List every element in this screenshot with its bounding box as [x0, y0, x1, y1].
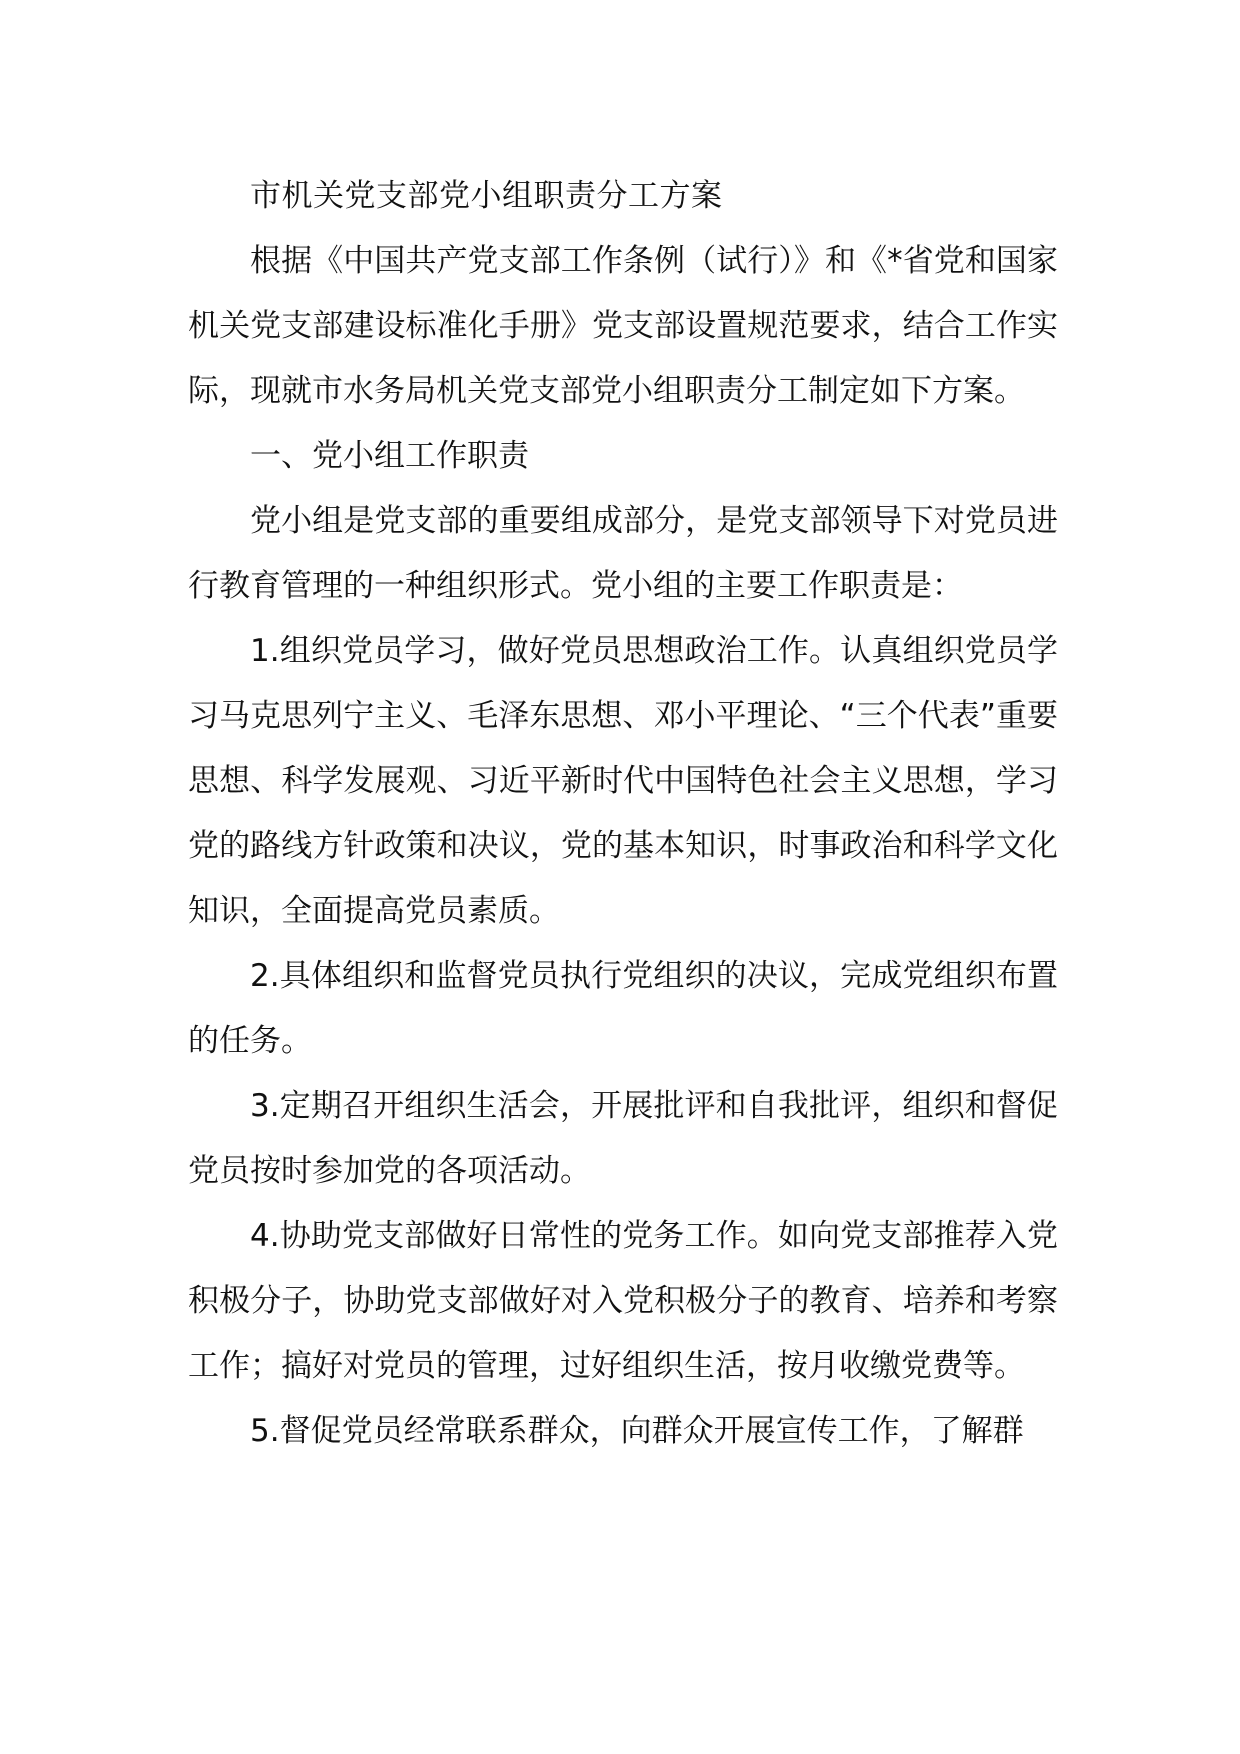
- intro-paragraph: 根据《中国共产党支部工作条例（试行）》和《*省党和国家机关党支部建设标准化手册》党支部设置规范要求，结合工作实际，现就市水务局机关党支部党小组职责分工制定如下方案。: [188, 243, 1058, 409]
- document-title: 市机关党支部党小组职责分工方案: [250, 178, 723, 214]
- duty-item-2: 2.具体组织和监督党员执行党组织的决议，完成党组织布置的任务。: [188, 958, 1058, 1059]
- section-heading: 一、党小组工作职责: [250, 438, 529, 474]
- duty-item-1: 1.组织党员学习，做好党员思想政治工作。认真组织党员学习马克思列宁主义、毛泽东思想、邓小平理论、“三个代表”重要思想、科学发展观、习近平新时代中国特色社会主义思想，学习党的路线方针政策和决议，党的基本知识，时事政治和科学文化知识，全面提高党员素质。: [188, 633, 1058, 929]
- document-body: [188, 164, 1058, 1464]
- duty-item-3: 3.定期召开组织生活会，开展批评和自我批评，组织和督促党员按时参加党的各项活动。: [188, 1088, 1058, 1189]
- duty-item-5: 5.督促党员经常联系群众，向群众开展宣传工作，了解群: [250, 1413, 1024, 1449]
- section-intro-paragraph: 党小组是党支部的重要组成部分，是党支部领导下对党员进行教育管理的一种组织形式。党小组的主要工作职责是：: [188, 503, 1058, 604]
- duty-item-4: 4.协助党支部做好日常性的党务工作。如向党支部推荐入党积极分子，协助党支部做好对入党积极分子的教育、培养和考察工作；搞好对党员的管理，过好组织生活，按月收缴党费等。: [188, 1218, 1058, 1384]
